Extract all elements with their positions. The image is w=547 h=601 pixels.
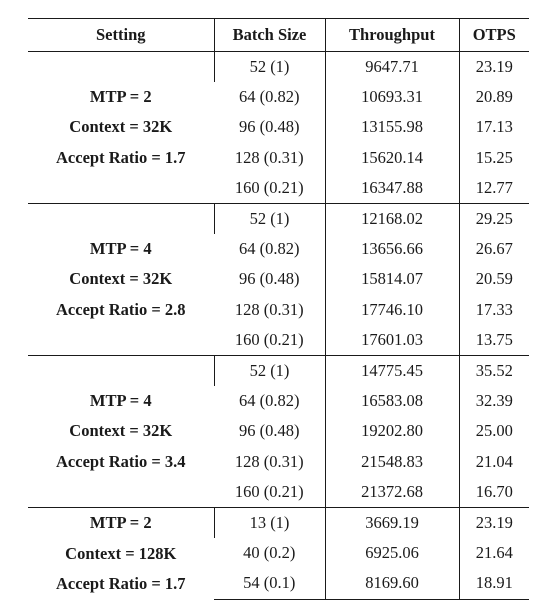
batch-size-cell: 96 (0.48) [239, 269, 300, 289]
setting-cell [28, 508, 214, 600]
batch-size-cell: 160 (0.21) [234, 481, 304, 501]
header-throughput: Throughput [325, 19, 459, 52]
setting-spacer [28, 173, 214, 203]
otps-cell: 20.89 [459, 82, 529, 112]
throughput-cell: 3669.19 [325, 508, 459, 539]
otps-cell: 35.52 [459, 356, 529, 387]
throughput-cell: 21548.83 [325, 447, 459, 477]
setting-line: Context = 32K [69, 117, 173, 137]
table-row [28, 52, 529, 83]
batch-size-cell: 128 (0.31) [234, 299, 304, 319]
batch-size-cell: 52 (1) [214, 204, 325, 235]
otps-cell: 12.77 [459, 173, 529, 204]
otps-cell: 32.39 [459, 386, 529, 416]
throughput-cell: 17601.03 [325, 325, 459, 356]
throughput-cell: 12168.02 [325, 204, 459, 235]
throughput-cell: 19202.80 [325, 416, 459, 446]
setting-line: Accept Ratio = 1.7 [56, 573, 186, 593]
batch-size-cell: 128 (0.31) [234, 147, 304, 167]
header-row [28, 19, 529, 52]
batch-size-cell: 64 (0.82) [239, 391, 300, 411]
table-row [28, 204, 529, 235]
batch-size-cell: 52 (1) [214, 52, 325, 83]
otps-cell: 20.59 [459, 264, 529, 294]
setting-line: Context = 128K [65, 543, 177, 563]
otps-cell: 13.75 [459, 325, 529, 356]
throughput-cell: 8169.60 [325, 568, 459, 599]
table-header [28, 19, 529, 52]
setting-group [28, 508, 529, 600]
otps-cell: 17.13 [459, 112, 529, 142]
setting-group [28, 204, 529, 356]
batch-size-cell: 54 (0.1) [214, 568, 325, 599]
setting-cell [28, 356, 214, 508]
batch-size-cell: 96 (0.48) [239, 117, 300, 137]
throughput-cell: 21372.68 [325, 477, 459, 508]
setting-line: MTP = 2 [89, 87, 152, 107]
header-setting: Setting [28, 19, 214, 52]
setting-spacer [28, 204, 214, 234]
table-row [28, 356, 529, 387]
otps-cell: 16.70 [459, 477, 529, 508]
otps-cell: 25.00 [459, 416, 529, 446]
throughput-cell: 13656.66 [325, 234, 459, 264]
results-table [28, 18, 529, 600]
setting-line: MTP = 2 [89, 513, 152, 533]
otps-cell: 18.91 [459, 568, 529, 599]
setting-line: Context = 32K [69, 269, 173, 289]
throughput-cell: 15814.07 [325, 264, 459, 294]
header-otps: OTPS [459, 19, 529, 52]
setting-group [28, 52, 529, 204]
setting-line: MTP = 4 [89, 391, 152, 411]
setting-cell [28, 204, 214, 356]
otps-cell: 29.25 [459, 204, 529, 235]
setting-line: Accept Ratio = 1.7 [56, 147, 186, 167]
throughput-cell: 16347.88 [325, 173, 459, 204]
table-row [28, 508, 529, 539]
throughput-cell: 10693.31 [325, 82, 459, 112]
setting-spacer [28, 356, 214, 386]
header-batch-size: Batch Size [214, 19, 325, 52]
otps-cell: 17.33 [459, 295, 529, 325]
setting-spacer [28, 52, 214, 82]
setting-cell [28, 52, 214, 204]
batch-size-cell: 160 (0.21) [234, 329, 304, 349]
setting-spacer [28, 477, 214, 507]
otps-cell: 23.19 [459, 508, 529, 539]
batch-size-cell: 96 (0.48) [239, 421, 300, 441]
setting-spacer [28, 325, 214, 355]
throughput-cell: 13155.98 [325, 112, 459, 142]
batch-size-cell: 40 (0.2) [243, 543, 296, 563]
batch-size-cell: 64 (0.82) [239, 239, 300, 259]
setting-line: Accept Ratio = 2.8 [56, 299, 186, 319]
batch-size-cell: 128 (0.31) [234, 451, 304, 471]
otps-cell: 21.64 [459, 538, 529, 568]
otps-cell: 26.67 [459, 234, 529, 264]
setting-line: Context = 32K [69, 421, 173, 441]
batch-size-cell: 64 (0.82) [239, 87, 300, 107]
setting-group [28, 356, 529, 508]
setting-line: Accept Ratio = 3.4 [56, 451, 186, 471]
otps-cell: 23.19 [459, 52, 529, 83]
throughput-cell: 15620.14 [325, 143, 459, 173]
otps-cell: 21.04 [459, 447, 529, 477]
throughput-cell: 14775.45 [325, 356, 459, 387]
throughput-cell: 6925.06 [325, 538, 459, 568]
otps-cell: 15.25 [459, 143, 529, 173]
throughput-cell: 17746.10 [325, 295, 459, 325]
throughput-cell: 16583.08 [325, 386, 459, 416]
batch-size-cell: 13 (1) [214, 508, 325, 539]
setting-line: MTP = 4 [89, 239, 152, 259]
batch-size-cell: 52 (1) [214, 356, 325, 387]
throughput-cell: 9647.71 [325, 52, 459, 83]
batch-size-cell: 160 (0.21) [234, 177, 304, 197]
